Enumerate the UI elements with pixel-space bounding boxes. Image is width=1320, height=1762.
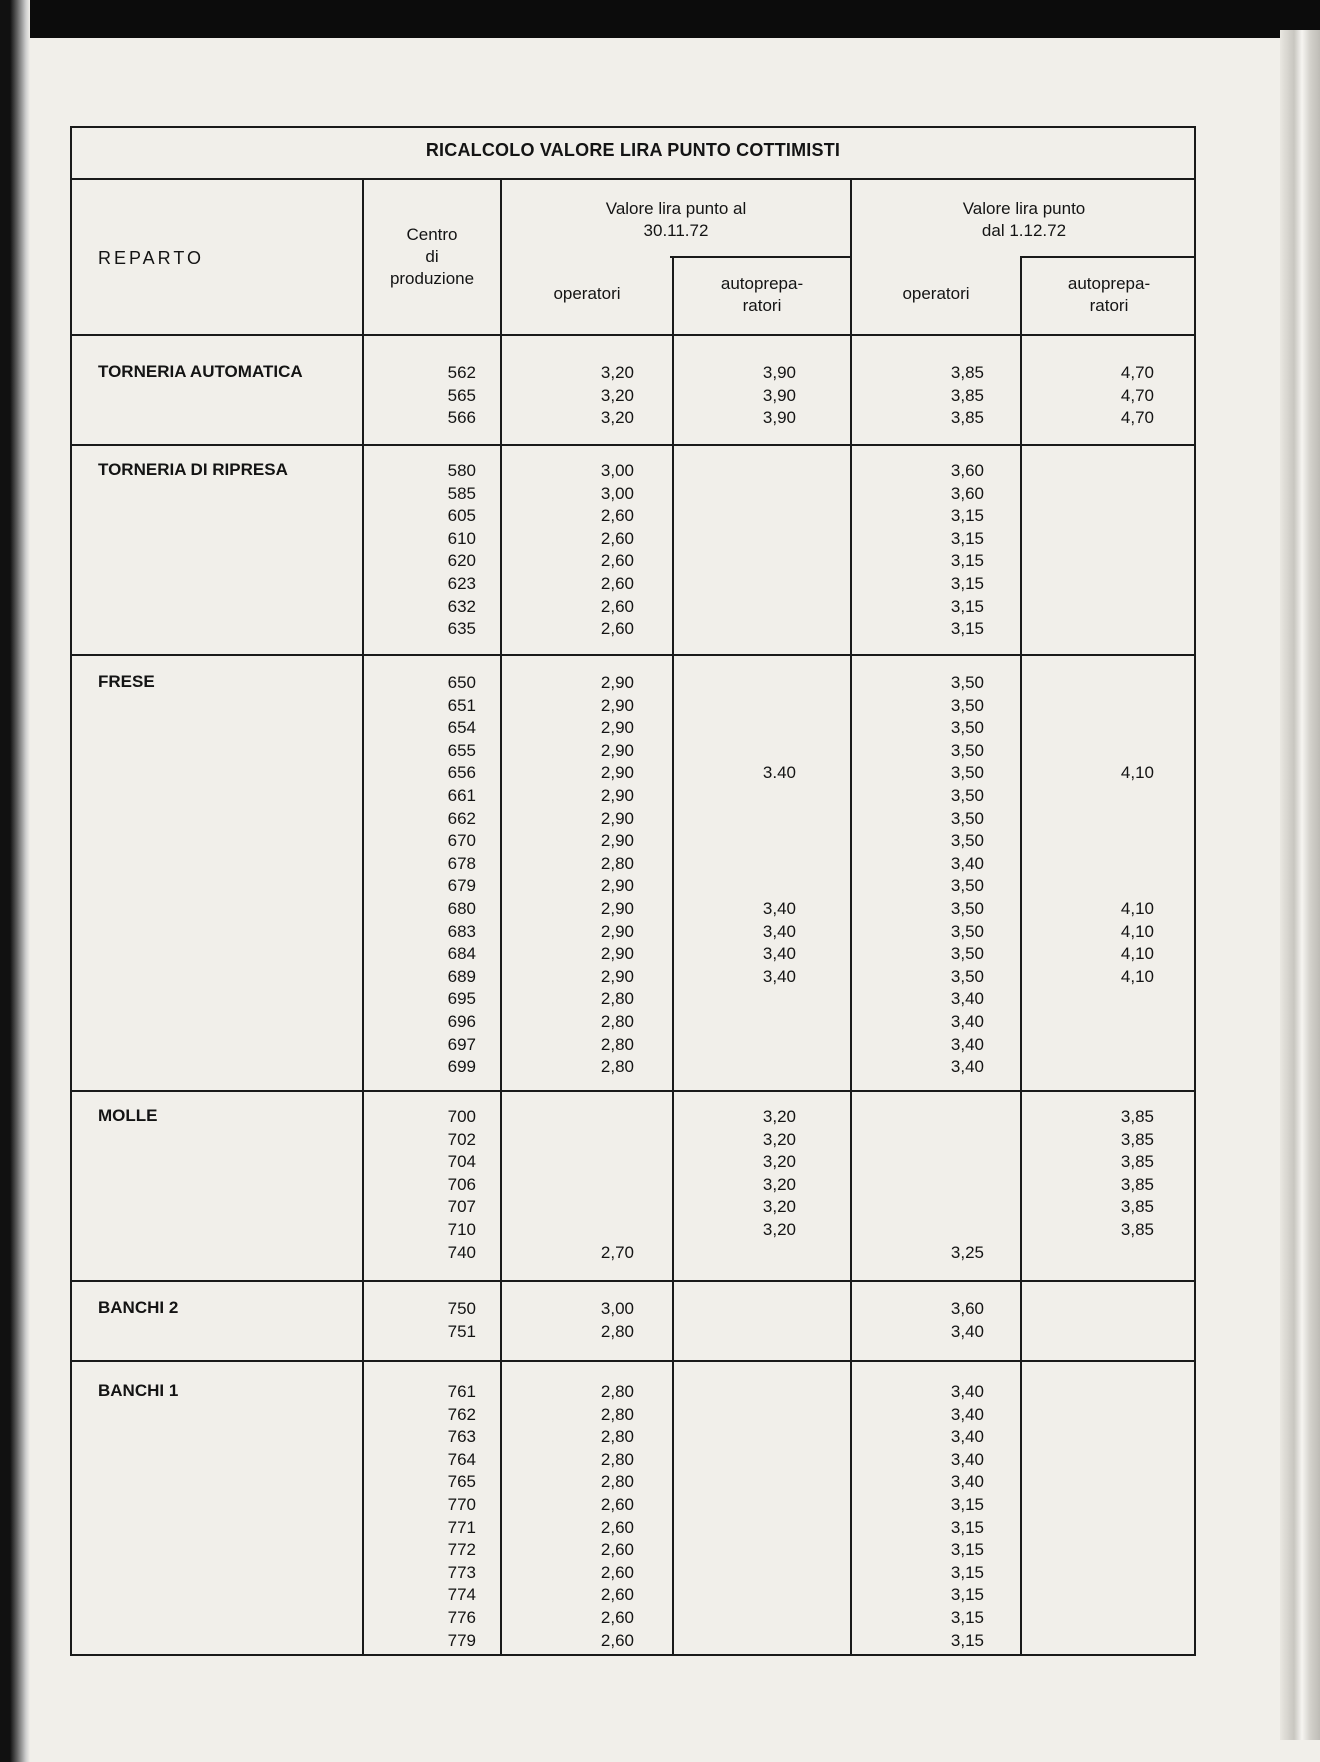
cell-operatori-1: 2,90 [600, 695, 634, 715]
cell-autoprep-2: 4,10 [1120, 966, 1154, 986]
cell-operatori-1: 2,90 [600, 808, 634, 828]
title-rule [70, 178, 1196, 180]
cell-operatori-1: 3,00 [600, 1299, 634, 1318]
section-label: TORNERIA DI RIPRESA [98, 460, 288, 479]
cell-centro: 680 [447, 899, 476, 918]
cell-autoprep-2: 3,85 [1120, 1197, 1154, 1217]
cell-centro: 661 [447, 786, 476, 805]
cell-centro: 562 [447, 363, 476, 382]
section-label: TORNERIA AUTOMATICA [98, 362, 303, 381]
cell-operatori-1: 2,90 [600, 966, 634, 986]
cell-operatori-1: 2,60 [600, 1562, 634, 1582]
cell-operatori-2: 3,50 [950, 966, 984, 986]
table-row [0, 1056, 1320, 1078]
cell-centro: 623 [447, 574, 476, 593]
table-row [0, 966, 1320, 988]
cell-centro: 776 [447, 1608, 476, 1627]
table-row [0, 1517, 1320, 1539]
cell-centro: 684 [447, 944, 476, 964]
cell-centro: 650 [447, 673, 476, 692]
section-rule-ripresa [70, 444, 1196, 446]
table-row [0, 1539, 1320, 1561]
cell-autoprep-1: 3,20 [762, 1197, 796, 1217]
cell-autoprep-1: 3,20 [762, 1220, 796, 1239]
cell-operatori-1: 2,60 [600, 1630, 634, 1650]
cell-operatori-1: 2,90 [600, 944, 634, 964]
table-row [0, 1607, 1320, 1629]
cell-centro: 774 [447, 1585, 476, 1605]
cell-centro: 702 [447, 1129, 476, 1149]
cell-centro: 679 [447, 876, 476, 896]
cell-operatori-1: 3,20 [600, 385, 634, 405]
cell-operatori-1: 2,80 [600, 1404, 634, 1424]
cell-centro: 750 [447, 1299, 476, 1318]
cell-autoprep-1: 3,90 [762, 363, 796, 382]
cell-operatori-1: 2,60 [600, 1517, 634, 1537]
cell-operatori-1: 2,90 [600, 899, 634, 918]
cell-autoprep-2: 3,85 [1120, 1220, 1154, 1239]
header-period2 [852, 198, 1196, 242]
section-rule-banchi1 [70, 1360, 1196, 1362]
cell-autoprep-1: 3,90 [762, 385, 796, 405]
cell-centro: 751 [447, 1321, 476, 1341]
section-label: FRESE [98, 672, 155, 691]
cell-centro: 655 [447, 740, 476, 760]
cell-operatori-2: 3,25 [950, 1242, 984, 1262]
table-row [0, 762, 1320, 784]
cell-operatori-1: 2,90 [600, 876, 634, 896]
header-autoprep-2-line1: autoprepa- [1067, 274, 1151, 293]
cell-autoprep-1: 3,20 [762, 1107, 796, 1126]
table-row [0, 1106, 1320, 1128]
cell-operatori-2: 3,15 [950, 551, 984, 571]
table-row [0, 830, 1320, 852]
cell-centro: 772 [447, 1540, 476, 1560]
cell-operatori-1: 2,60 [600, 528, 634, 548]
table-row [0, 1011, 1320, 1033]
cell-operatori-1: 3,00 [600, 461, 634, 480]
cell-operatori-2: 3,50 [950, 718, 984, 738]
cell-operatori-2: 3,40 [950, 1427, 984, 1447]
cell-autoprep-2: 3,85 [1120, 1174, 1154, 1194]
table-row [0, 875, 1320, 897]
cell-operatori-2: 3,50 [950, 944, 984, 964]
cell-operatori-2: 3,15 [950, 1585, 984, 1605]
cell-centro: 656 [447, 763, 476, 783]
cell-operatori-2: 3,50 [950, 831, 984, 851]
table-row [0, 808, 1320, 830]
cell-operatori-2: 3,60 [950, 483, 984, 503]
table-row [0, 1494, 1320, 1516]
cell-operatori-2: 3,15 [950, 574, 984, 593]
cell-operatori-1: 2,90 [600, 763, 634, 783]
cell-centro: 740 [447, 1242, 476, 1262]
header-autoprep-1-line1: autoprepa- [720, 274, 804, 293]
table-row [0, 1584, 1320, 1606]
cell-centro: 610 [447, 528, 476, 548]
section-rule-frese [70, 654, 1196, 656]
cell-operatori-2: 3,50 [950, 763, 984, 783]
cell-autoprep-2: 4,10 [1120, 899, 1154, 918]
cell-operatori-1: 2,60 [600, 1495, 634, 1514]
cell-autoprep-1: 3,90 [762, 408, 796, 428]
cell-operatori-2: 3,40 [950, 1382, 984, 1401]
cell-operatori-2: 3,50 [950, 786, 984, 805]
table-row [0, 550, 1320, 572]
cell-centro: 710 [447, 1220, 476, 1239]
table-row [0, 362, 1320, 384]
table-row [0, 505, 1320, 527]
cell-operatori-2: 3,15 [950, 506, 984, 526]
header-centro-line1: Centro [406, 225, 458, 244]
cell-operatori-1: 3,20 [600, 408, 634, 428]
table-row [0, 528, 1320, 550]
cell-centro: 773 [447, 1562, 476, 1582]
table-row [0, 573, 1320, 595]
cell-centro: 699 [447, 1057, 476, 1077]
cell-centro: 580 [447, 461, 476, 480]
scan-top-edge [0, 0, 1320, 38]
table-row [0, 596, 1320, 618]
cell-operatori-1: 2,80 [600, 989, 634, 1009]
cell-operatori-2: 3,15 [950, 528, 984, 548]
cell-centro: 662 [447, 808, 476, 828]
cell-operatori-1: 2,80 [600, 1034, 634, 1054]
cell-operatori-2: 3,40 [950, 1472, 984, 1492]
cell-operatori-2: 3,40 [950, 1449, 984, 1469]
table-row [0, 1630, 1320, 1652]
table-row [0, 1562, 1320, 1584]
cell-autoprep-2: 4,10 [1120, 763, 1154, 783]
cell-operatori-1: 3,20 [600, 363, 634, 382]
cell-operatori-2: 3,50 [950, 740, 984, 760]
header-operatori-1: operatori [553, 284, 621, 303]
header-period2-line1: Valore lira punto [962, 199, 1086, 218]
cell-operatori-2: 3,85 [950, 363, 984, 382]
table-row [0, 1219, 1320, 1241]
cell-operatori-1: 2,80 [600, 1057, 634, 1077]
cell-centro: 683 [447, 921, 476, 941]
cell-autoprep-1: 3,40 [762, 944, 796, 964]
cell-centro: 697 [447, 1034, 476, 1054]
cell-autoprep-2: 3,85 [1120, 1107, 1154, 1126]
table-row [0, 1151, 1320, 1173]
section-label: MOLLE [98, 1106, 158, 1125]
header-reparto: REPARTO [98, 248, 205, 268]
cell-operatori-1: 2,60 [600, 619, 634, 639]
cell-centro: 704 [447, 1152, 476, 1172]
cell-operatori-2: 3,50 [950, 695, 984, 715]
section-rule-banchi2 [70, 1280, 1196, 1282]
cell-operatori-1: 2,80 [600, 1472, 634, 1492]
cell-operatori-2: 3,40 [950, 1404, 984, 1424]
cell-operatori-1: 3,00 [600, 483, 634, 503]
table-row [0, 921, 1320, 943]
cell-operatori-1: 2,60 [600, 596, 634, 616]
cell-autoprep-2: 4,70 [1120, 363, 1154, 382]
header-autoprep-2 [1022, 273, 1196, 317]
table-row [0, 740, 1320, 762]
cell-centro: 696 [447, 1012, 476, 1031]
table-row [0, 407, 1320, 429]
table-row [0, 1381, 1320, 1403]
cell-operatori-2: 3,15 [950, 619, 984, 639]
cell-autoprep-2: 4,10 [1120, 944, 1154, 964]
cell-operatori-1: 2,80 [600, 853, 634, 873]
cell-centro: 707 [447, 1197, 476, 1217]
cell-operatori-2: 3,15 [950, 1495, 984, 1514]
cell-operatori-2: 3,50 [950, 899, 984, 918]
cell-centro: 779 [447, 1630, 476, 1650]
table-row [0, 988, 1320, 1010]
subheader-rule-2 [1020, 256, 1196, 258]
cell-autoprep-1: 3,40 [762, 921, 796, 941]
cell-centro: 770 [447, 1495, 476, 1514]
table-row [0, 717, 1320, 739]
cell-centro: 635 [447, 619, 476, 639]
section-rule-molle [70, 1090, 1196, 1092]
cell-centro: 632 [447, 596, 476, 616]
cell-autoprep-1: 3,40 [762, 966, 796, 986]
table-row [0, 1174, 1320, 1196]
header-autoprep-1 [674, 273, 850, 317]
cell-operatori-2: 3,40 [950, 1321, 984, 1341]
cell-operatori-1: 2,60 [600, 506, 634, 526]
cell-operatori-2: 3,15 [950, 1562, 984, 1582]
header-operatori-2: operatori [902, 284, 970, 303]
cell-operatori-1: 2,70 [600, 1242, 634, 1262]
table-row [0, 483, 1320, 505]
cell-operatori-2: 3,15 [950, 1630, 984, 1650]
cell-operatori-2: 3,15 [950, 596, 984, 616]
cell-operatori-2: 3,40 [950, 1057, 984, 1077]
cell-centro: 585 [447, 483, 476, 503]
cell-operatori-2: 3,15 [950, 1540, 984, 1560]
cell-operatori-2: 3,40 [950, 989, 984, 1009]
subheader-rule-1 [670, 256, 850, 258]
cell-operatori-1: 2,80 [600, 1012, 634, 1031]
header-autoprep-2-line2: ratori [1089, 296, 1129, 315]
cell-centro: 765 [447, 1472, 476, 1492]
cell-operatori-2: 3,50 [950, 808, 984, 828]
cell-operatori-2: 3,85 [950, 385, 984, 405]
cell-operatori-1: 2,90 [600, 718, 634, 738]
cell-autoprep-1: 3,20 [762, 1174, 796, 1194]
table-row [0, 618, 1320, 640]
cell-autoprep-2: 4,70 [1120, 385, 1154, 405]
table-row [0, 853, 1320, 875]
cell-operatori-1: 2,60 [600, 1540, 634, 1560]
cell-operatori-1: 2,80 [600, 1427, 634, 1447]
cell-centro: 706 [447, 1174, 476, 1194]
cell-centro: 762 [447, 1404, 476, 1424]
cell-operatori-2: 3,40 [950, 1034, 984, 1054]
cell-centro: 670 [447, 831, 476, 851]
cell-autoprep-1: 3.40 [762, 763, 796, 783]
cell-autoprep-1: 3,20 [762, 1152, 796, 1172]
table-row [0, 785, 1320, 807]
cell-operatori-2: 3,15 [950, 1517, 984, 1537]
cell-centro: 764 [447, 1449, 476, 1469]
page-title: RICALCOLO VALORE LIRA PUNTO COTTIMISTI [425, 140, 841, 160]
section-label: BANCHI 2 [98, 1298, 179, 1317]
header-autoprep-1-line2: ratori [742, 296, 782, 315]
cell-operatori-2: 3,60 [950, 1299, 984, 1318]
table-row [0, 943, 1320, 965]
cell-operatori-1: 2,90 [600, 740, 634, 760]
cell-centro: 763 [447, 1427, 476, 1447]
table-row [0, 1196, 1320, 1218]
cell-autoprep-1: 3,20 [762, 1129, 796, 1149]
cell-operatori-2: 3,40 [950, 853, 984, 873]
cell-operatori-1: 2,60 [600, 574, 634, 593]
cell-centro: 689 [447, 966, 476, 986]
table-row [0, 385, 1320, 407]
cell-operatori-2: 3,40 [950, 1012, 984, 1031]
cell-autoprep-2: 3,85 [1120, 1129, 1154, 1149]
header-period2-line2: dal 1.12.72 [981, 221, 1067, 240]
cell-operatori-2: 3,50 [950, 673, 984, 692]
cell-operatori-1: 2,90 [600, 673, 634, 692]
cell-autoprep-2: 4,70 [1120, 408, 1154, 428]
header-centro-line2: di [425, 247, 439, 266]
cell-centro: 565 [447, 385, 476, 405]
header-period1 [502, 198, 850, 242]
table-row [0, 1404, 1320, 1426]
cell-operatori-1: 2,90 [600, 786, 634, 805]
cell-operatori-1: 2,90 [600, 921, 634, 941]
table-row [0, 672, 1320, 694]
cell-centro: 654 [447, 718, 476, 738]
header-rule [70, 334, 1196, 336]
table-row [0, 1129, 1320, 1151]
cell-operatori-1: 2,80 [600, 1321, 634, 1341]
header-centro [364, 224, 500, 290]
cell-centro: 605 [447, 506, 476, 526]
cell-operatori-2: 3,50 [950, 876, 984, 896]
cell-centro: 620 [447, 551, 476, 571]
cell-autoprep-2: 3,85 [1120, 1152, 1154, 1172]
cell-operatori-2: 3,50 [950, 921, 984, 941]
table-row [0, 1471, 1320, 1493]
cell-centro: 700 [447, 1107, 476, 1126]
header-period1-line1: Valore lira punto al [605, 199, 747, 218]
cell-centro: 678 [447, 853, 476, 873]
cell-operatori-1: 2,60 [600, 1608, 634, 1627]
table-row [0, 695, 1320, 717]
section-label: BANCHI 1 [98, 1381, 179, 1400]
header-period1-line2: 30.11.72 [643, 221, 709, 240]
cell-centro: 651 [447, 695, 476, 715]
cell-operatori-2: 3,15 [950, 1608, 984, 1627]
header-centro-line3: produzione [389, 269, 475, 288]
table-row [0, 1298, 1320, 1320]
table-row [0, 1242, 1320, 1264]
cell-centro: 771 [447, 1517, 476, 1537]
cell-centro: 761 [447, 1382, 476, 1401]
table-row [0, 1321, 1320, 1343]
cell-operatori-1: 2,60 [600, 551, 634, 571]
cell-operatori-1: 2,90 [600, 831, 634, 851]
table-row [0, 1449, 1320, 1471]
cell-autoprep-1: 3,40 [762, 899, 796, 918]
cell-operatori-1: 2,80 [600, 1449, 634, 1469]
cell-centro: 566 [447, 408, 476, 428]
table-row [0, 898, 1320, 920]
table-row [0, 1034, 1320, 1056]
cell-operatori-2: 3,60 [950, 461, 984, 480]
table-row [0, 1426, 1320, 1448]
cell-operatori-1: 2,60 [600, 1585, 634, 1605]
table-row [0, 460, 1320, 482]
cell-centro: 695 [447, 989, 476, 1009]
cell-operatori-1: 2,80 [600, 1382, 634, 1401]
cell-operatori-2: 3,85 [950, 408, 984, 428]
cell-autoprep-2: 4,10 [1120, 921, 1154, 941]
